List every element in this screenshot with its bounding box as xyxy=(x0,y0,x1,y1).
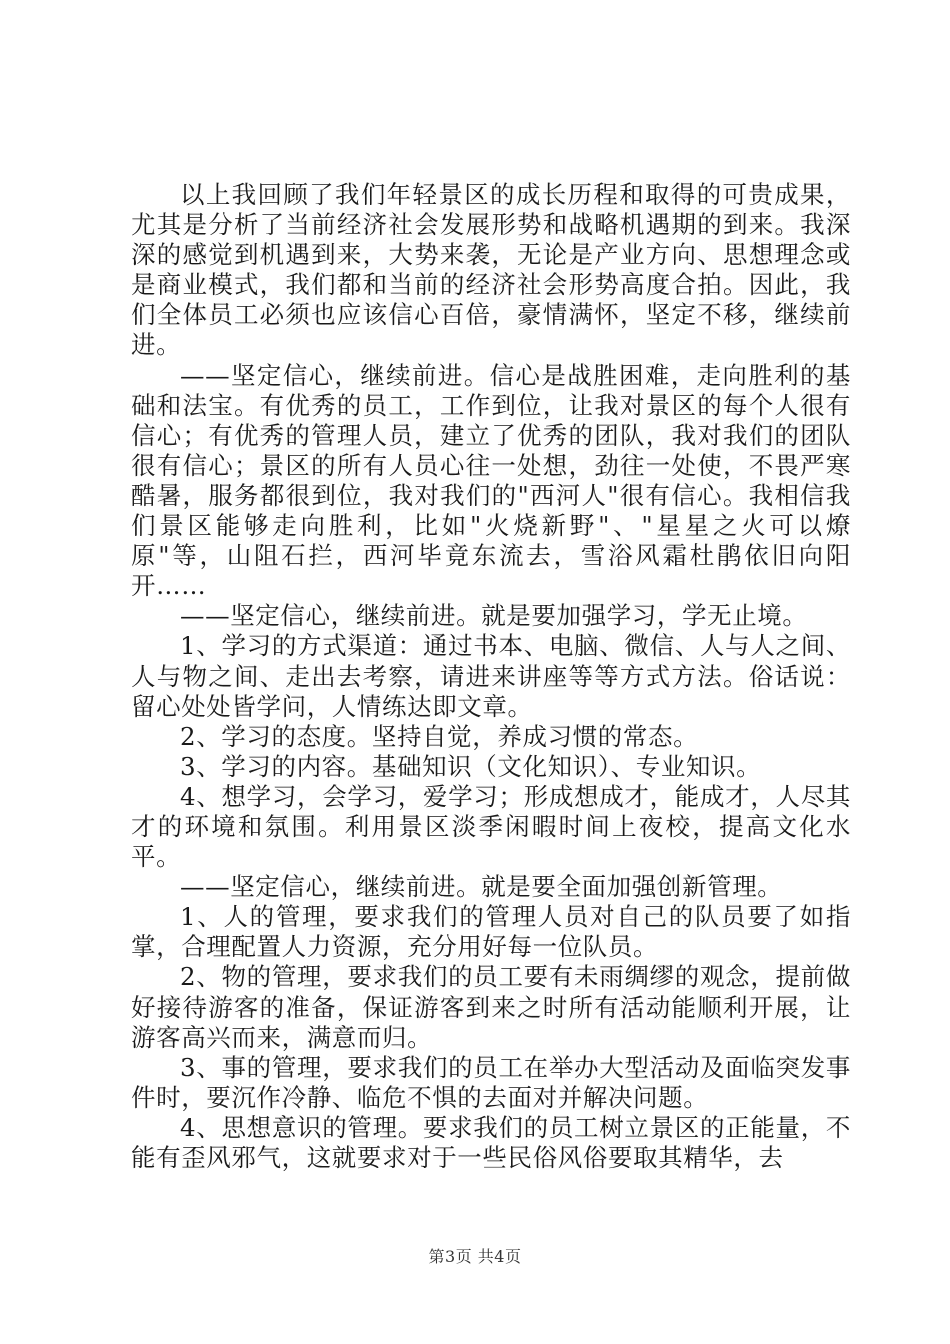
page-number-footer: 第3页 共4页 xyxy=(428,1247,522,1266)
paragraph: 4、思想意识的管理。要求我们的员工树立景区的正能量，不能有歪风邪气，这就要求对于一些民俗风俗要取其精华，去 xyxy=(131,1112,851,1172)
paragraph: 2、物的管理，要求我们的员工要有未雨绸缪的观念，提前做好接待游客的准备，保证游客到来之时所有活动能顺利开展，让游客高兴而来，满意而归。 xyxy=(131,962,851,1052)
paragraph: 2、学习的态度。坚持自觉，养成习惯的常态。 xyxy=(180,721,699,751)
paragraph: 以上我回顾了我们年轻景区的成长历程和取得的可贵成果，尤其是分析了当前经济社会发展形势和战略机遇期的到来。我深深的感觉到机遇到来，大势来袭，无论是产业方向、思想理念或是商业模式，我们都和当前的经济社会形势高度合拍。因此，我们全体员工必须也应该信心百倍，豪情满怀，坚定不移，继续前进。 xyxy=(131,180,851,360)
document-body xyxy=(131,180,851,1173)
paragraph: 1、学习的方式渠道：通过书本、电脑、微信、人与人之间、人与物之间、走出去考察，请进来讲座等等方式方法。俗话说：留心处处皆学问，人情练达即文章。 xyxy=(131,631,851,721)
paragraph: 3、学习的内容。基础知识（文化知识）、专业知识。 xyxy=(180,751,762,781)
paragraph: ——坚定信心，继续前进。信心是战胜困难，走向胜利的基础和法宝。有优秀的员工，工作到位，让我对景区的每个人很有信心；有优秀的管理人员，建立了优秀的团队，我对我们的团队很有信心；景区的所有人员心往一处想，劲往一处使，不畏严寒酷暑，服务都很到位，我对我们的"西河人"很有信心。我相信我们景区能够走向胜利，比如"火烧新野"、"星星之火可以燎原"等，山阻石拦，西河毕竟东流去，雪浴风霜杜鹃依旧向阳开…… xyxy=(131,360,851,601)
paragraph: 4、想学习，会学习，爱学习；形成想成才，能成才，人尽其才的环境和氛围。利用景区淡季闲暇时间上夜校，提高文化水平。 xyxy=(131,781,851,872)
paragraph: ——坚定信心，继续前进。就是要全面加强创新管理。 xyxy=(180,872,783,902)
paragraph: ——坚定信心，继续前进。就是要加强学习，学无止境。 xyxy=(180,601,808,631)
paragraph: 1、人的管理，要求我们的管理人员对自己的队员要了如指掌，合理配置人力资源，充分用好每一位队员。 xyxy=(131,902,851,962)
paragraph: 3、事的管理，要求我们的员工在举办大型活动及面临突发事件时，要沉作冷静、临危不惧的去面对并解决问题。 xyxy=(131,1052,851,1112)
